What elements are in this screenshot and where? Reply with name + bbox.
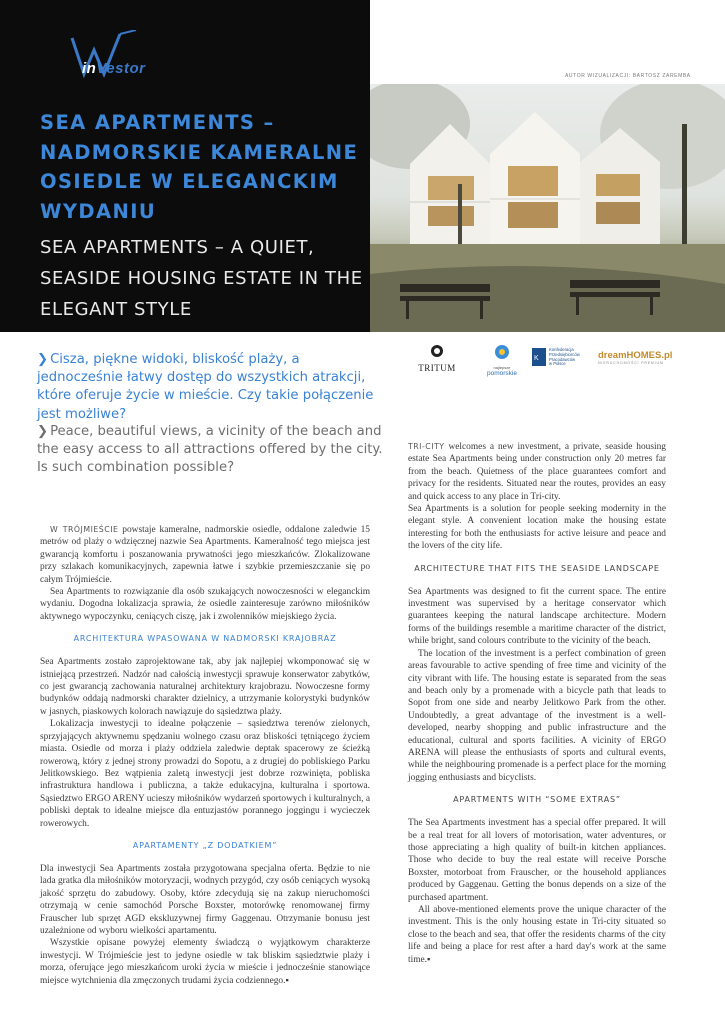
tritum-logo: TRITUM bbox=[412, 344, 462, 373]
section-heading: APARTMENTS WITH “SOME EXTRAS” bbox=[453, 795, 621, 805]
article-title-en: SEA APARTMENTS – A QUIET, SEASIDE HOUSING ESTATE IN THE ELEGANT STYLE bbox=[40, 237, 363, 320]
kpd-emblem-icon bbox=[532, 348, 546, 366]
article-column-en: TRI-CITY welcomes a new investment, a private, seaside housing estate Sea Apartments being under construction only 20 metres far from the beach. Quietness of the place guarantees comfort and privacy for the residents. Situated near the routes, provides an easy and quick access to any place in Tri-city. Sea Apartments is a solution for people seeking modernity in the elegant style. A convenient location make the housing estate interesting for both the enthusiasts for active leisure and peace and the lovers of the city life. ARCHITECTURE THAT FITS THE SEASIDE LANDSCAPE Sea Apartments was designed to fit the current space. The entire investment was supervised by a heritage conservator which guarantees keeping the natural landscape architecture. Modern forms of the buildings resemble a maritime character of the district, while bright, sand colours contribute to the vicinity of the beach. The location of the investment is a perfect combination of green areas favourable to active spending of free time and vicinity of the city vibrant with life. The housing estate is separated from the seas and beach only by a promenade with a bicycle path that leads to Sopot from one side and nearby Jelitkowo Park from the other. Undoubtedly, a great advantage of the investment is a well-developed, nearby shopping and public infrastructure and the educational, cultural and sports facilities. A vicinity of ERGO ARENA will please the enthusiasts of sports and cultural events, while the neighbouring promenade is a perfect place for the morning jogging enthusiasts and bicyclists. APARTMENTS WITH “SOME EXTRAS” The Sea Apartments investment has a special offer prepared. It will be a real treat for all lovers of motorisation, water adventures, or those appreciating a high quality of built-in kitchen appliances. Those who decide to buy the real estate will receive Porsche Boxster, motorboat from Frauscher, or the household appliances produced by Gaggenau. Getting the bonus depends on a size of the purchased apartment. All above-mentioned elements prove the unique character of the investment. This is the only housing estate in Tri-city situated so close to the beach and sea, that offer the residents charms of the city life and being a place for rest after a hard day's work at the same time.▪ bbox=[408, 442, 666, 965]
section-heading: APARTAMENTY „Z DODATKIEM” bbox=[132, 840, 278, 850]
lead-in-caps: W TRÓJMIEŚCIE bbox=[50, 525, 119, 534]
section-heading: ARCHITEKTURA WPASOWANA W NADMORSKI KRAJOBRAZ bbox=[73, 634, 337, 644]
building-center bbox=[490, 112, 580, 249]
investor-logo-text: inVestor bbox=[82, 60, 146, 77]
section-heading: ARCHITECTURE THAT FITS THE SEASIDE LANDSCAPE bbox=[414, 563, 660, 573]
dreamhomes-logo: dreamHOMES.pl NIERUCHOMOŚCI PREMIUM bbox=[598, 350, 673, 365]
nadmorskie-emblem-icon bbox=[493, 344, 511, 360]
chevron-right-icon: ❯ bbox=[37, 424, 49, 439]
article-column-pl: W TRÓJMIEŚCIE powstaje kameralne, nadmorskie osiedle, oddalone zaledwie 15 metrów od plaży o wdzięcznej nazwie Sea Apartments. Kameralność tego miejsca jest gwarancją komfortu i poszanowania prywatności jego mieszkańców. Zlokalizowane przy szlakach komunikacyjnych, zapewnia łatwe i szybkie przemieszczanie się po całym Trójmieście. Sea Apartments to rozwiązanie dla osób szukających nowoczesności w eleganckim wydaniu. Dogodna lokalizacja sprawia, że osiedle zainteresuje zarówno miłośników aktywnego wypoczynku, ceniących ciszę, jak i zwolenników miejskiego życia. ARCHITEKTURA WPASOWANA W NADMORSKI KRAJOBRAZ Sea Apartments zostało zaprojektowane tak, aby jak najlepiej wkomponować się w istniejącą przestrzeń. Nadzór nad całością inwestycji sprawuje konserwator zabytków, co jest gwarancją zachowania naturalnej architektury krajobrazu. Nowoczesne formy budynków oddają nadmorski charakter dzielnicy, a utrzymanie kolorystyki budynków w jasnych, piaskowych kolorach nawiązuje do sąsiedztwa plaży. Lokalizacja inwestycji to idealne połączenie – sąsiedztwa terenów zielonych, sprzyjających aktywnemu spędzaniu wolnego czasu oraz bliskości tętniącego życiem miasta. Osiedle od morza i plaży oddziela zaledwie deptak spacerowy ze ścieżką rowerową, który z jednej strony prowadzi do Sopotu, a z drugiej do pobliskiego Parku Jelitkowskiego. Bez wątpienia zaletą inwestycji jest dobrze rozwinięta, pobliska infrastruktura handlowa i publiczna, a także edukacyjna, kulturalna i sportowa. Sąsiedztwo ERGO ARENY ucieszy miłośników wydarzeń sportowych i kulturalnych, a pobliski deptak to idealne miejsce dla entuzjastów porannego joggingu i wycieczek rowerowych. APARTAMENTY „Z DODATKIEM” Dla inwestycji Sea Apartments została przygotowana specjalna oferta. Będzie to nie lada gratka dla miłośników motoryzacji, wodnych przygód, czy osób ceniących wysoką jakość sprzętu do zabudowy. Osoby, które zdecydują się na zakup nieruchomości otrzymają w cenie samochód Porsche Boxster, motorówkę renomowanej firmy Frauscher lub sprzęt AGD ekskluzywnej firmy Gaggenau. Otrzymanie bonusu jest uzależnione od wyboru wielkości apartamentu. Wszystkie opisane powyżej elementy świadczą o wyjątkowym charakterze inwestycji. W Trójmieście jest to jedyne osiedle w tak bliskim sąsiedztwie plaży i morza, oferujące jego mieszkańcom uroki życia w mieście i jednocześnie stanowiące miejsce wytchnienia dla zmęczonych trudami życia codziennego.▪ bbox=[40, 525, 370, 986]
lead-paragraph-en: ❯ Peace, beautiful views, a vicinity of the beach and the easy access to all attractions offered by the city. Is such combination possible? bbox=[37, 424, 383, 476]
investor-logo bbox=[60, 30, 180, 86]
estate-visualization-image bbox=[370, 84, 725, 332]
kpd-logo: K Konfederacja Przedsiębiorców Pracodawców w Polsce bbox=[534, 347, 580, 367]
tritum-emblem-icon bbox=[430, 344, 444, 358]
photo-credit: AUTOR WIZUALIZACJI: BARTOSZ ZAREMBA bbox=[565, 73, 691, 79]
svg-text:K: K bbox=[534, 355, 539, 362]
chevron-right-icon: ❯ bbox=[37, 352, 49, 367]
nadmorskie-logo: najlepsze pomorskie bbox=[480, 344, 524, 377]
article-title-pl: SEA APARTMENTS – NADMORSKIE KAMERALNE OSIEDLE W ELEGANCKIM WYDANIU bbox=[40, 111, 359, 223]
lead-in-caps: TRI-CITY bbox=[408, 442, 445, 451]
lead-paragraph-pl: ❯ Cisza, piękne widoki, bliskość plaży, a jednocześnie łatwy dostęp do wszystkich atrakcji, które oferuje życie w mieście. Czy takie połączenie jest możliwe? bbox=[37, 352, 374, 422]
partner-logos bbox=[412, 344, 712, 378]
